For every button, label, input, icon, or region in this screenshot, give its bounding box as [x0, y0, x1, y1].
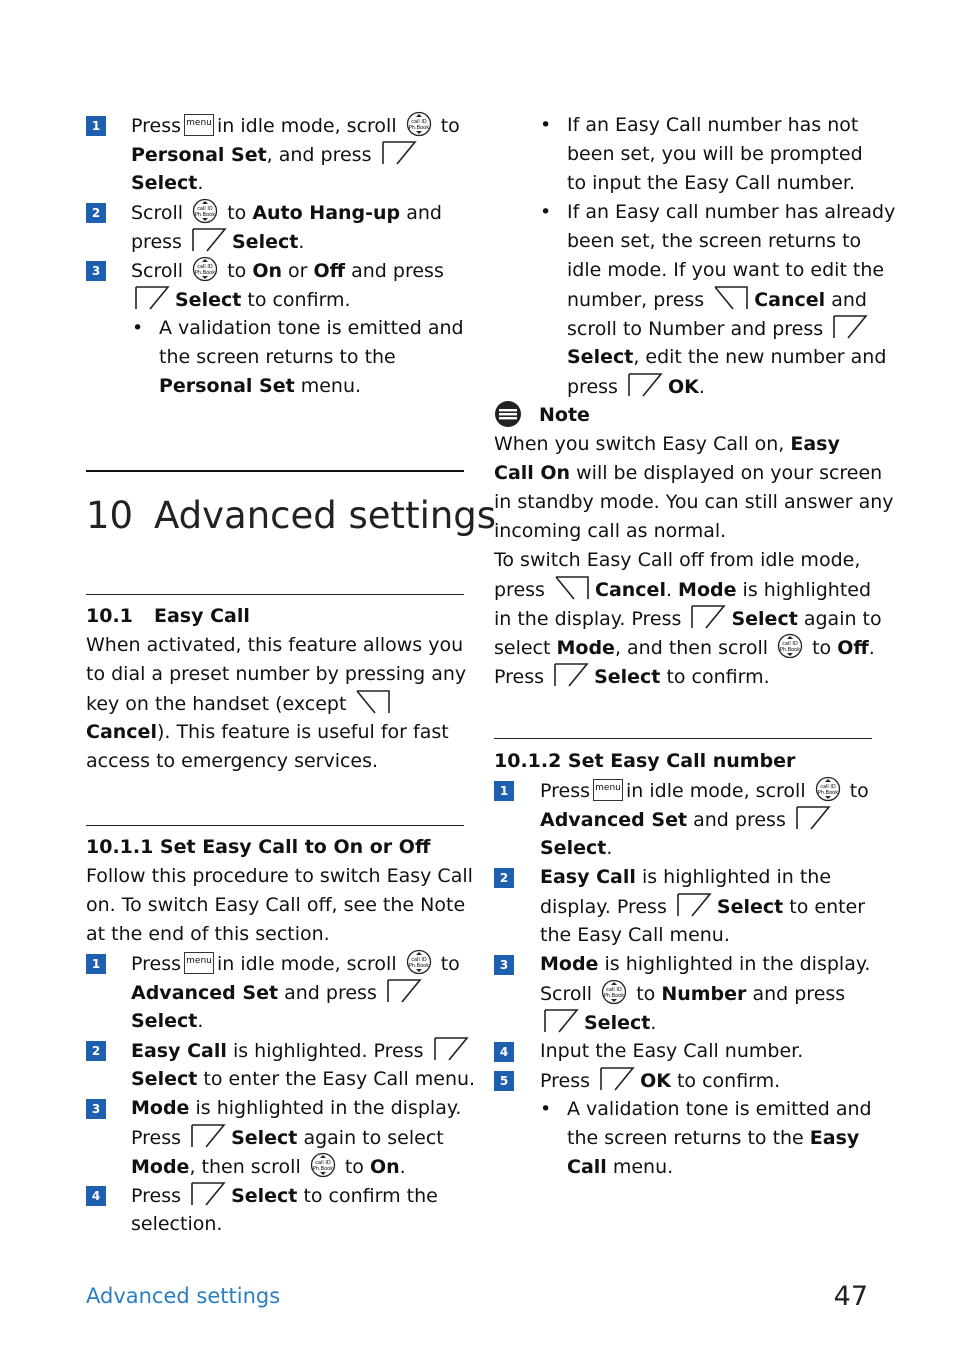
footer-section-title: Advanced settings	[86, 1284, 281, 1308]
bullet-line: been set, you will be prompted	[567, 143, 863, 165]
bullet-line: press OK.	[567, 372, 872, 401]
section-rule	[86, 825, 464, 826]
softkey-select-icon	[134, 285, 170, 311]
bullet-item: • A validation tone is emitted and	[540, 1098, 872, 1120]
note-heading: Note	[494, 401, 872, 430]
step-number: 2	[86, 1041, 106, 1061]
step-line: the Easy Call menu.	[540, 924, 730, 946]
bullet-item: • If an Easy call number has already	[540, 201, 896, 223]
menu-key-icon	[184, 952, 214, 974]
menu-key-icon	[593, 779, 623, 801]
softkey-select-icon	[190, 1181, 226, 1207]
paragraph-line: select Mode, and then scroll to Off.	[494, 633, 872, 662]
bullet-line: idle mode. If you want to edit the	[567, 259, 885, 281]
step-line: press Select.	[131, 227, 464, 256]
step-list	[494, 776, 872, 1182]
scroll-key-icon	[192, 256, 218, 282]
step-line: Press Select to confirm the	[131, 1181, 464, 1210]
paragraph-line: Call On will be displayed on your screen	[494, 462, 883, 484]
scroll-key-icon	[777, 633, 803, 659]
step-line: Pressmenu in idle mode, scroll to	[131, 949, 464, 978]
step-number: 5	[494, 1071, 514, 1091]
paragraph-line: To switch Easy Call off from idle mode,	[494, 549, 861, 571]
softkey-select-icon	[599, 1066, 635, 1092]
step-line: Input the Easy Call number.	[540, 1040, 804, 1062]
softkey-cancel-icon	[355, 689, 391, 715]
bullet-list	[494, 111, 896, 691]
scroll-key-icon	[815, 776, 841, 802]
step-number: 1	[86, 954, 106, 974]
bullet-line: scroll to Number and press	[567, 314, 872, 343]
step-line: Mode, then scroll to On.	[131, 1152, 464, 1181]
softkey-select-icon	[381, 140, 417, 166]
step-line: display. Press Select to enter	[540, 892, 872, 921]
subsection-heading: 10.1.1 Set Easy Call to On or Off	[86, 836, 431, 858]
paragraph-line: When activated, this feature allows you	[86, 634, 464, 656]
step-number: 4	[494, 1042, 514, 1062]
chapter-heading: 10 Advanced settings	[86, 494, 497, 537]
paragraph-line: incoming call as normal.	[494, 520, 727, 542]
section-easy-call	[86, 602, 467, 776]
step-line: Select to enter the Easy Call menu.	[131, 1068, 476, 1090]
step-list	[86, 949, 476, 1239]
paragraph-line: in standby mode. You can still answer any	[494, 491, 894, 513]
scroll-key-icon	[601, 979, 627, 1005]
step-number: 3	[494, 955, 514, 975]
step-number: 4	[86, 1186, 106, 1206]
step-line: Personal Set, and press	[131, 140, 464, 169]
paragraph-line: key on the handset (except	[86, 689, 464, 718]
scroll-key-icon	[406, 111, 432, 137]
softkey-select-icon	[190, 1123, 226, 1149]
bullet-item: • If an Easy Call number has not	[540, 114, 859, 136]
section-set-easy-call-on-off	[86, 833, 476, 1239]
step-line: selection.	[131, 1213, 223, 1235]
section-rule	[494, 738, 872, 739]
paragraph-line: in the display. Press Select again to	[494, 604, 872, 633]
softkey-select-icon	[543, 1008, 579, 1034]
step-number: 2	[86, 203, 106, 223]
paragraph-line: Follow this procedure to switch Easy Call	[86, 865, 473, 887]
paragraph-line: at the end of this section.	[86, 923, 330, 945]
step-line: Select.	[540, 837, 613, 859]
bullet-line: the screen returns to the	[159, 346, 396, 368]
step-line: Pressmenu in idle mode, scroll to	[131, 111, 464, 140]
paragraph-line: When you switch Easy Call on, Easy	[494, 433, 840, 455]
softkey-select-icon	[795, 805, 831, 831]
chapter-rule	[86, 470, 464, 472]
softkey-select-icon	[690, 604, 726, 630]
step-line: Mode is highlighted in the display.	[131, 1097, 462, 1119]
paragraph-line: Cancel). This feature is useful for fast	[86, 721, 449, 743]
step-number: 1	[86, 116, 106, 136]
step-line: Pressmenu in idle mode, scroll to	[540, 776, 872, 805]
softkey-select-icon	[191, 227, 227, 253]
softkey-select-icon	[433, 1036, 469, 1062]
bullet-line: Select, edit the new number and	[567, 346, 887, 368]
bullet-line: the screen returns to the Easy	[567, 1127, 860, 1149]
step-line: Press Select again to select	[131, 1123, 464, 1152]
paragraph-line: press Cancel. Mode is highlighted	[494, 575, 872, 604]
bullet-line: Call menu.	[567, 1156, 674, 1178]
step-line: Easy Call is highlighted in the	[540, 866, 832, 888]
softkey-select-icon	[627, 372, 663, 398]
step-number: 1	[494, 781, 514, 801]
bullet-item: • A validation tone is emitted and	[132, 317, 464, 339]
step-line: Mode is highlighted in the display.	[540, 953, 871, 975]
step-line: Advanced Set and press	[540, 805, 872, 834]
paragraph-line: Press Select to confirm.	[494, 662, 872, 691]
section-rule	[86, 594, 464, 595]
softkey-cancel-icon	[554, 575, 590, 601]
step-line: Easy Call is highlighted. Press	[131, 1036, 464, 1065]
step-line: Select.	[540, 1008, 872, 1037]
softkey-cancel-icon	[713, 285, 749, 311]
step-line: Select.	[131, 1010, 204, 1032]
step-line: Select to confirm.	[131, 285, 464, 314]
step-line: Advanced Set and press	[131, 978, 464, 1007]
step-number: 3	[86, 1099, 106, 1119]
scroll-key-icon	[192, 198, 218, 224]
bullet-line: Personal Set menu.	[159, 375, 362, 397]
step-line: Scroll to Auto Hang-up and	[131, 198, 464, 227]
step-line: Press OK to confirm.	[540, 1066, 872, 1095]
softkey-select-icon	[832, 314, 868, 340]
menu-key-icon	[184, 114, 214, 136]
paragraph-line: on. To switch Easy Call off, see the Note	[86, 894, 466, 916]
bullet-line: been set, the screen returns to	[567, 230, 862, 252]
paragraph-line: to dial a preset number by pressing any	[86, 663, 467, 685]
softkey-select-icon	[676, 892, 712, 918]
note-icon	[494, 401, 522, 427]
step-line: Scroll to Number and press	[540, 979, 872, 1008]
section-set-easy-call-number	[494, 747, 872, 1182]
subsection-heading: 10.1.2 Set Easy Call number	[494, 750, 796, 772]
scroll-key-icon	[310, 1152, 336, 1178]
bullet-line: to input the Easy Call number.	[567, 172, 856, 194]
page-number: 47	[833, 1281, 868, 1312]
step-list-personal-set	[86, 111, 464, 401]
bullet-line: number, press Cancel and	[567, 285, 872, 314]
step-line: Select.	[131, 172, 204, 194]
scroll-key-icon	[406, 949, 432, 975]
step-number: 2	[494, 868, 514, 888]
step-line: Scroll to On or Off and press	[131, 256, 464, 285]
paragraph-line: access to emergency services.	[86, 750, 379, 772]
softkey-select-icon	[386, 978, 422, 1004]
step-number: 3	[86, 261, 106, 281]
section-heading: 10.1 Easy Call	[86, 605, 250, 627]
softkey-select-icon	[553, 662, 589, 688]
